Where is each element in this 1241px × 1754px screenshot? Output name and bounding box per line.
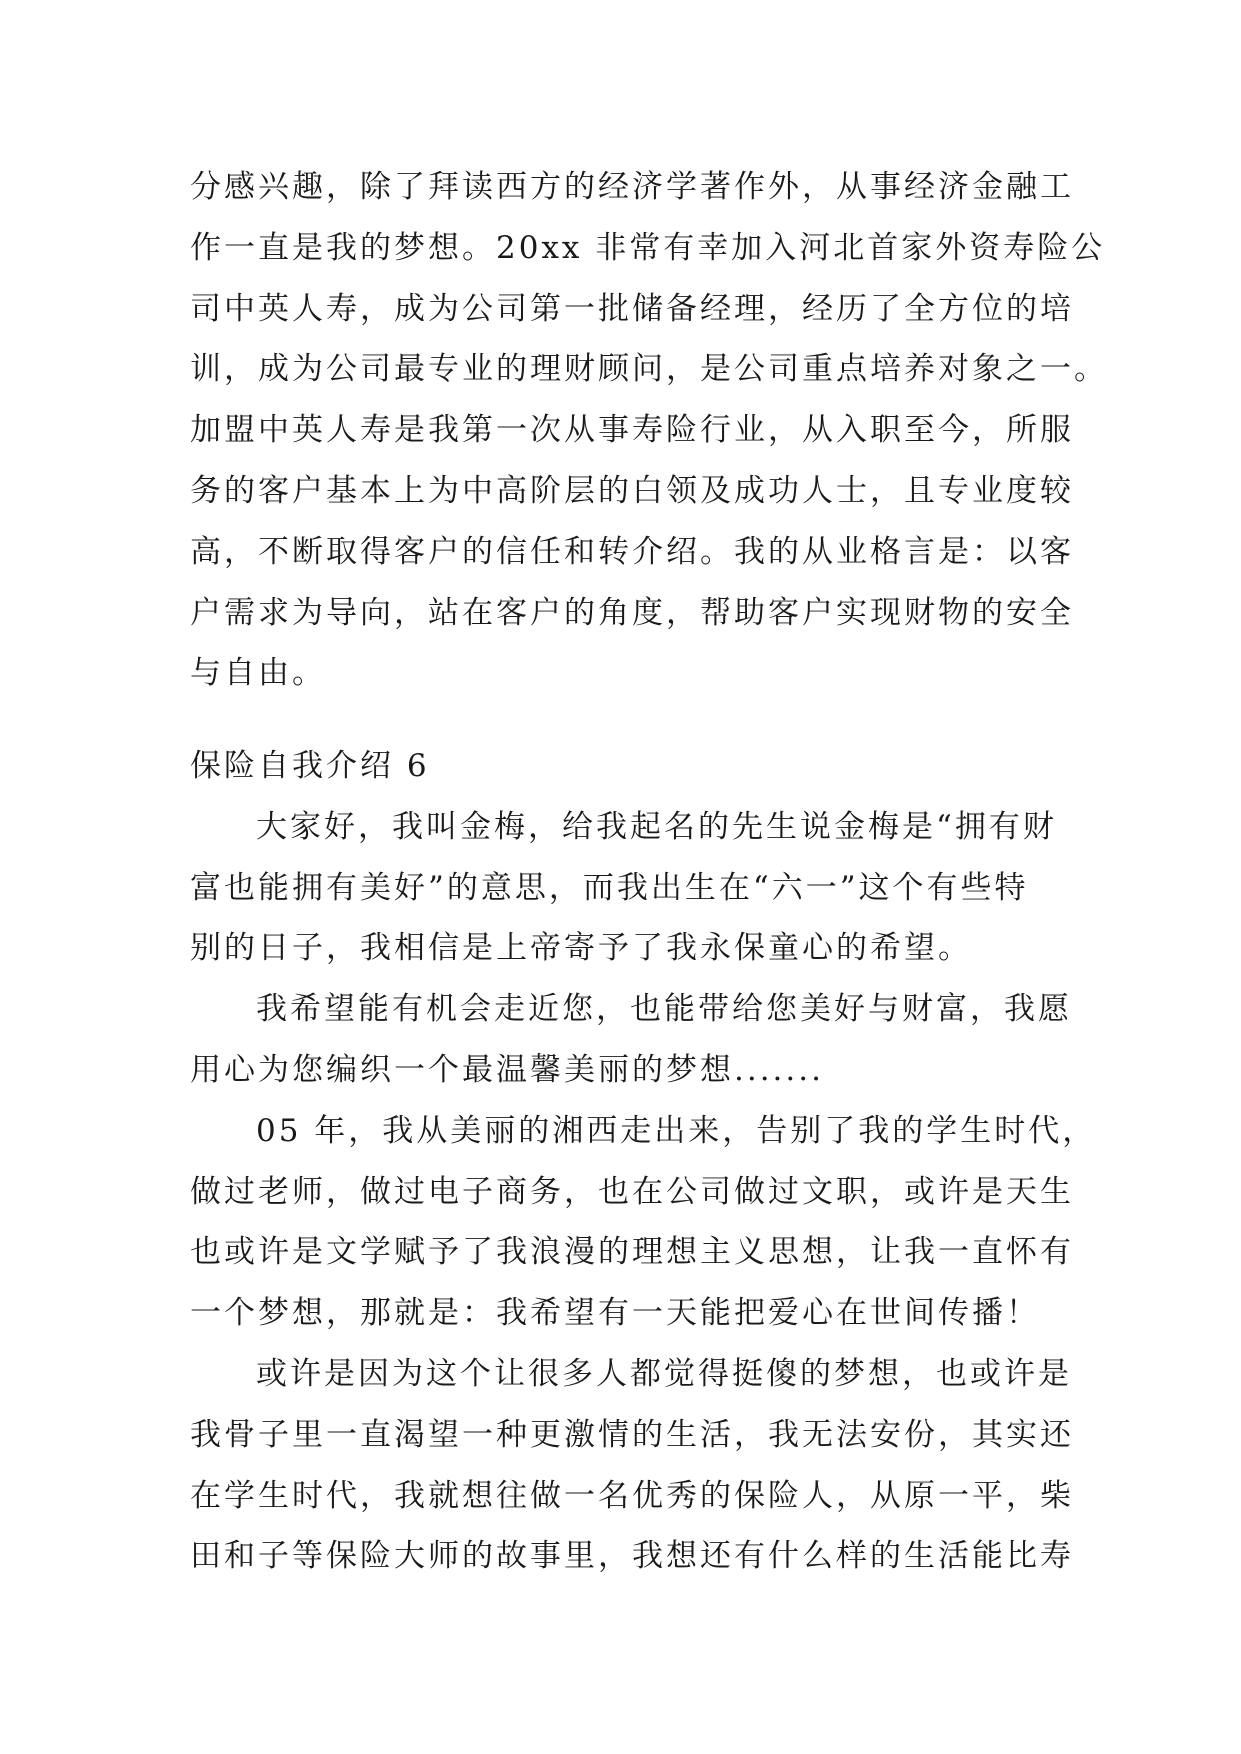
paragraph-line: 务的客户基本上为中高阶层的白领及成功人士，且专业度较 [190,472,1074,509]
paragraph-line: 做过老师，做过电子商务，也在公司做过文职，或许是天生 [190,1173,1074,1210]
paragraph-line: 在学生时代，我就想往做一名优秀的保险人，从原一平，柴 [190,1477,1074,1514]
paragraph-line: 司中英人寿，成为公司第一批储备经理，经历了全方位的培 [190,290,1074,327]
paragraph-line: 一个梦想，那就是：我希望有一天能把爱心在世间传播！ [190,1295,1040,1332]
paragraph-line: 加盟中英人寿是我第一次从事寿险行业，从入职至今，所服 [190,412,1074,449]
paragraph-line: 作一直是我的梦想。20xx 非常有幸加入河北首家外资寿险公 [190,229,1106,266]
top-paragraph [190,157,1108,704]
paragraph-3 [190,1101,1097,1344]
paragraph-line: 训，成为公司最专业的理财顾问，是公司重点培养对象之一。 [190,351,1108,388]
paragraph-1 [190,797,1056,979]
paragraph-line: 与自由。 [190,655,326,692]
section-heading: 保险自我介绍 6 [190,748,430,784]
paragraph-line: 别的日子，我相信是上帝寄予了我永保童心的希望。 [190,930,972,967]
paragraph-line: 高，不断取得客户的信任和转介绍。我的从业格言是：以客 [190,533,1074,570]
paragraph-line: 分感兴趣，除了拜读西方的经济学著作外，从事经济金融工 [190,169,1074,205]
paragraph-line: 富也能拥有美好”的意思，而我出生在“六一”这个有些特 [190,869,1029,906]
paragraph-4 [190,1344,1074,1587]
paragraph-line: 也或许是文学赋予了我浪漫的理想主义思想，让我一直怀有 [190,1234,1074,1271]
paragraph-line: 田和子等保险大师的故事里，我想还有什么样的生活能比寿 [190,1538,1074,1575]
paragraph-line: 05 年，我从美丽的湘西走出来，告别了我的学生时代， [256,1112,1097,1149]
paragraph-line: 用心为您编织一个最温馨美丽的梦想....... [190,1051,824,1088]
paragraph-2 [190,979,1072,1101]
section-introduction-6 [190,736,1097,1587]
paragraph-line: 户需求为导向，站在客户的角度，帮助客户实现财物的安全 [190,594,1074,631]
paragraph-line: 大家好，我叫金梅，给我起名的先生说金梅是“拥有财 [256,808,1057,845]
paragraph-line: 我希望能有机会走近您，也能带给您美好与财富，我愿 [256,991,1072,1028]
paragraph-line: 或许是因为这个让很多人都觉得挺傻的梦想，也或许是 [256,1355,1072,1392]
paragraph-line: 我骨子里一直渴望一种更激情的生活，我无法安份，其实还 [190,1416,1074,1453]
